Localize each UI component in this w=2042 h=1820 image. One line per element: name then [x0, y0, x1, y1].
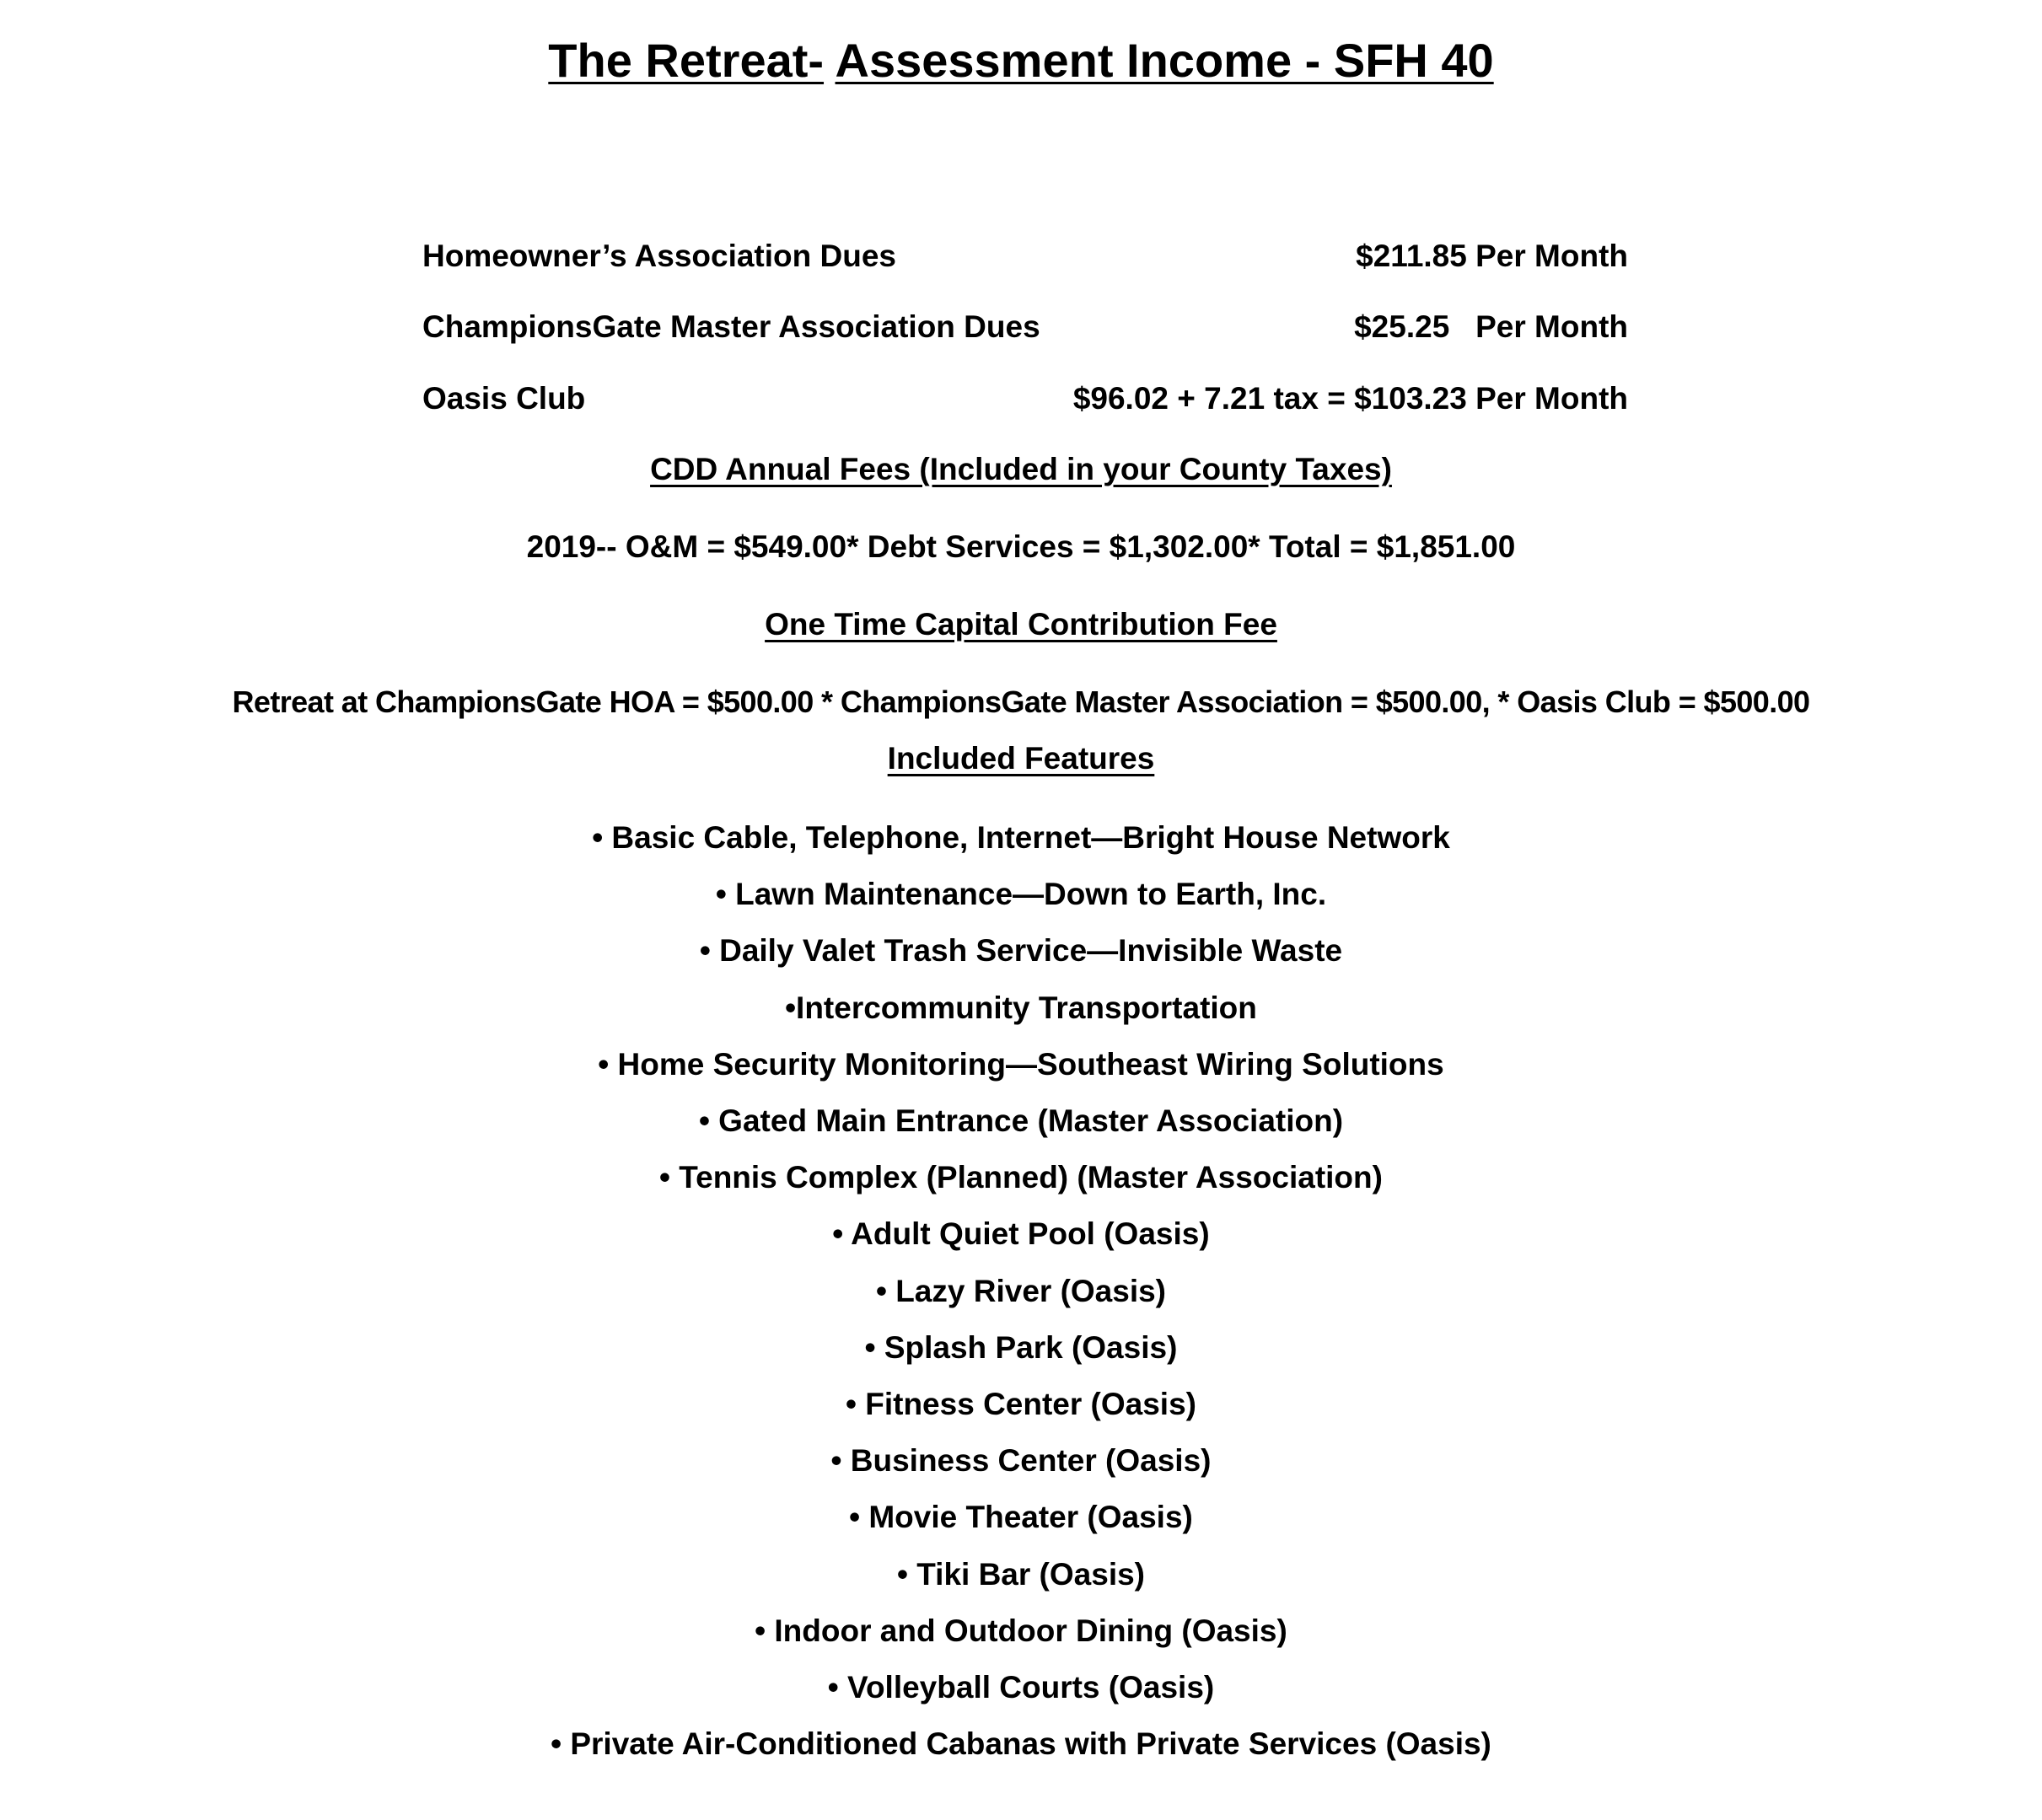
title-part-2: Assessment Income - SFH 40	[835, 34, 1494, 87]
feature-item: • Movie Theater (Oasis)	[849, 1500, 1193, 1535]
dues-amount: $211.85 Per Month	[1356, 239, 1628, 273]
feature-item: • Lawn Maintenance—Down to Earth, Inc.	[715, 877, 1327, 912]
cdd-line: 2019-- O&M = $549.00* Debt Services = $1,302.00* Total = $1,851.00	[526, 529, 1516, 564]
feature-item: • Fitness Center (Oasis)	[846, 1387, 1196, 1421]
dues-label: Oasis Club	[422, 381, 586, 416]
dues-label: Homeowner’s Association Dues	[422, 239, 896, 273]
feature-item: • Tiki Bar (Oasis)	[897, 1556, 1145, 1592]
feature-item: • Private Air-Conditioned Cabanas with Private Services (Oasis)	[551, 1726, 1491, 1762]
dues-row-hoa	[422, 238, 1628, 275]
dues-amount: $96.02 + 7.21 tax = $103.23 Per Month	[1072, 381, 1628, 416]
feature-item: • Lazy River (Oasis)	[875, 1273, 1167, 1308]
title-part-1: The Retreat-	[548, 34, 825, 87]
capital-line: Retreat at ChampionsGate HOA = $500.00 * ChampionsGate Master Association = $500.00, * Oasis Club = $500.00	[232, 685, 1810, 719]
feature-item: • Business Center (Oasis)	[830, 1443, 1212, 1479]
dues-row-oasis	[422, 380, 1628, 417]
capital-heading: One Time Capital Contribution Fee	[765, 607, 1277, 642]
feature-item: • Splash Park (Oasis)	[864, 1329, 1178, 1365]
feature-item: • Volleyball Courts (Oasis)	[827, 1670, 1215, 1705]
feature-item: •Intercommunity Transportation	[785, 990, 1257, 1025]
feature-item: • Adult Quiet Pool (Oasis)	[832, 1216, 1210, 1252]
features-heading: Included Features	[887, 741, 1155, 776]
dues-amount: $25.25 Per Month	[1354, 309, 1628, 344]
feature-item: • Home Security Monitoring—Southeast Wiring Solutions	[598, 1046, 1444, 1082]
cdd-heading: CDD Annual Fees (Included in your County Taxes)	[650, 452, 1392, 486]
feature-item: • Basic Cable, Telephone, Internet—Bright House Network	[592, 820, 1450, 855]
feature-item: • Indoor and Outdoor Dining (Oasis)	[755, 1613, 1287, 1648]
dues-row-master	[422, 309, 1628, 346]
page-title	[0, 32, 2042, 89]
feature-item: • Tennis Complex (Planned) (Master Association)	[659, 1160, 1383, 1195]
feature-item: • Gated Main Entrance (Master Association)	[698, 1103, 1344, 1138]
dues-label: ChampionsGate Master Association Dues	[422, 309, 1040, 344]
feature-item: • Daily Valet Trash Service—Invisible Waste	[699, 933, 1343, 969]
